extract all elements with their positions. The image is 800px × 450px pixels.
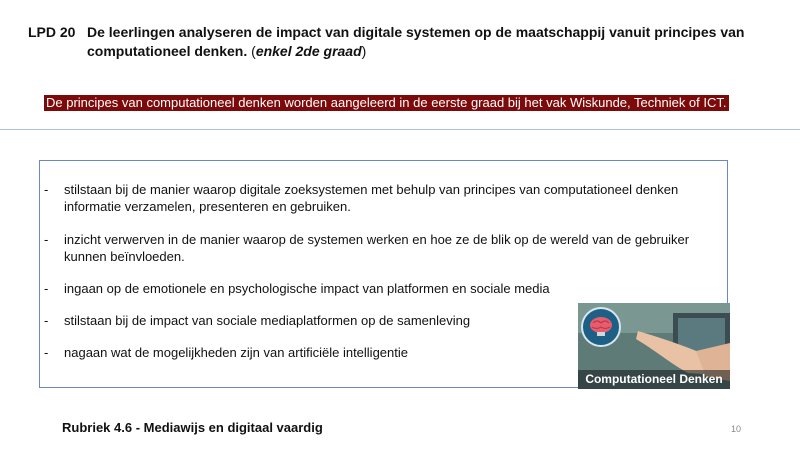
lpd-heading [28, 23, 768, 61]
info-banner: De principes van computationeel denken worden aangeleerd in de eerste graad bij het vak Wiskunde, Techniek of ICT. [46, 95, 727, 110]
lpd-code: LPD 20 [28, 24, 76, 40]
divider [0, 129, 800, 130]
list-item [44, 181, 724, 215]
footer-title: Rubriek 4.6 - Mediawijs en digitaal vaardig [62, 420, 323, 435]
list-item [44, 231, 724, 265]
lpd-paren-close: ) [361, 43, 367, 59]
bullet-dash: - [44, 345, 49, 360]
lpd-grade-note: enkel 2de graad [255, 43, 362, 59]
computational-thinking-image [578, 303, 730, 389]
page-number: 10 [731, 424, 742, 434]
image-caption: Computationeel Denken [578, 370, 730, 389]
list-item-text: stilstaan bij de impact van sociale mediaplatformen op de samenleving [64, 313, 471, 328]
bullet-dash: - [44, 182, 49, 197]
list-item-text: stilstaan bij de manier waarop digitale zoeksystemen met behulp van principes van computationeel denken informatie verzamelen, presenteren en gebruiken. [64, 182, 679, 214]
lpd-description-text: De leerlingen analyseren de impact van digitale systemen op de maatschappij vanuit principes van computationeel denken. [87, 24, 745, 59]
list-item [44, 280, 724, 297]
list-item-text: inzicht verwerven in de manier waarop de systemen werken en hoe ze de blik op de wereld van de gebruiker kunnen beïnvloeden. [64, 232, 690, 264]
list-item-text: ingaan op de emotionele en psychologische impact van platformen en sociale media [64, 281, 550, 296]
bullet-dash: - [44, 232, 49, 247]
lpd-paren-open: ( [247, 43, 256, 59]
lpd-description [87, 23, 768, 61]
bullet-dash: - [44, 313, 49, 328]
bullet-dash: - [44, 281, 49, 296]
list-item-text: nagaan wat de mogelijkheden zijn van artificiële intelligentie [64, 345, 408, 360]
